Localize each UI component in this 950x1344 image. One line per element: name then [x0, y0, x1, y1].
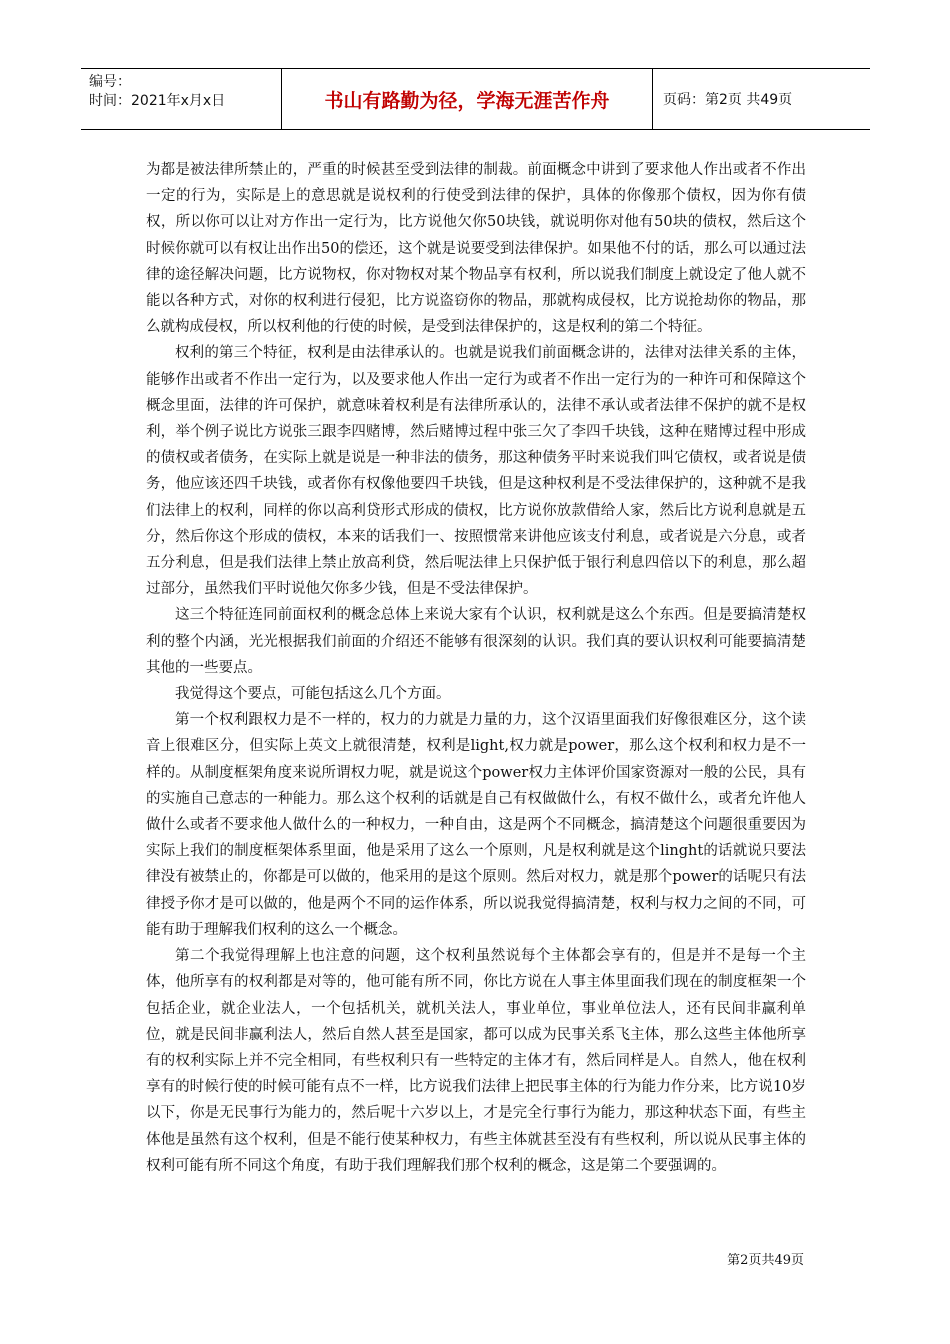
header-meta	[81, 69, 281, 129]
document-body	[146, 157, 806, 1179]
paragraph-2: 权利的第三个特征，权利是由法律承认的。也就是说我们前面概念讲的，法律对法律关系的主体，能够作出或者不作出一定行为，以及要求他人作出一定行为或者不作出一定行为的一种许可和保障这个概念里面，法律的许可保护，就意味着权利是有法律所承认的，法律不承认或者法律不保护的就不是权利，举个例子说比方说张三跟李四赌博，然后赌博过程中张三欠了李四千块钱，这种在赌博过程中形成的债权或者债务，在实际上就是说是一种非法的债务，那这种债务平时来说我们叫它债权，或者说是债务，他应该还四千块钱，或者你有权像他要四千块钱，但是这种权利是不受法律保护的，这种就不是我们法律上的权利，同样的你以高利贷形式形成的债权，比方说你放款借给人家，然后比方说利息就是五分，然后你这个形成的债权，本来的话我们一、按照惯常来讲他应该支付利息，或者说是六分息，或者五分利息，但是我们法律上禁止放高利贷，然后呢法律上只保护低于银行利息四倍以下的利息，那么超过部分，虽然我们平时说他欠你多少钱，但是不受法律保护。	[146, 345, 806, 598]
document-number-label: 编号：	[89, 74, 131, 90]
page-footer-number: 第2页共49页	[727, 1253, 804, 1268]
header-page-number: 页码：第2页 共49页	[663, 92, 793, 108]
paragraph-4: 我觉得这个要点，可能包括这么几个方面。	[175, 686, 451, 703]
document-time-label: 时间：2021年x月x日	[89, 93, 226, 109]
paragraph-1: 为都是被法律所禁止的，严重的时候甚至受到法律的制裁。前面概念中讲到了要求他人作出或者不作出一定的行为，实际是上的意思就是说权利的行使受到法律的保护，具体的你像那个债权，因为你有债权，所以你可以让对方作出一定行为，比方说他欠你50块钱，就说明你对他有50块的债权，然后这个时候你就可以有权让出作出50的偿还，这个就是说要受到法律保护。如果他不付的话，那么可以通过法律的途径解决问题，比方说物权，你对物权对某个物品享有权利，所以说我们制度上就设定了他人就不能以各种方式，对你的权利进行侵犯，比方说盗窃你的物品，那就构成侵权，比方说抢劫你的物品，那么就构成侵权，所以权利他的行使的时候，是受到法律保护的，这是权利的第二个特征。	[146, 162, 806, 336]
header-motto: 书山有路勤为径，学海无涯苦作舟	[281, 69, 653, 129]
paragraph-5: 第一个权利跟权力是不一样的，权力的力就是力量的力，这个汉语里面我们好像很难区分，这个读音上很难区分，但实际上英文上就很清楚，权利是light,权力就是power，那么这个权利和权力是不一样的。从制度框架角度来说所谓权力呢，就是说这个power权力主体评价国家资源对一般的公民，具有的实施自己意志的一种能力。那么这个权利的话就是自己有权做做什么，有权不做什么，或者允许他人做什么或者不要求他人做什么的一种权力，一种自由，这是两个不同概念，搞清楚这个问题很重要因为实际上我们的制度框架体系里面，他是采用了这么一个原则，凡是权利就是这个linght的话就说只要法律没有被禁止的，你都是可以做的，他采用的是这个原则。然后对权力，就是那个power的话呢只有法律授予你才是可以做的，他是两个不同的运作体系，所以说我觉得搞清楚，权利与权力之间的不同，可能有助于理解我们权利的这么一个概念。	[146, 712, 806, 938]
paragraph-3: 这三个特征连同前面权利的概念总体上来说大家有个认识，权利就是这么个东西。但是要搞清楚权利的整个内涵，光光根据我们前面的介绍还不能够有很深刻的认识。我们真的要认识权利可能要搞清楚其他的一些要点。	[146, 607, 806, 676]
paragraph-6: 第二个我觉得理解上也注意的问题，这个权利虽然说每个主体都会享有的，但是并不是每一个主体，他所享有的权利都是对等的，他可能有所不同，你比方说在人事主体里面我们现在的制度框架一个包括企业，就企业法人，一个包括机关，就机关法人，事业单位，事业单位法人，还有民间非赢利单位，就是民间非赢利法人，然后自然人甚至是国家，都可以成为民事关系飞主体，那么这些主体他所享有的权利实际上并不完全相同，有些权利只有一些特定的主体才有，然后同样是人。自然人，他在权利享有的时候行使的时候可能有点不一样，比方说我们法律上把民事主体的行为能力作分来，比方说10岁以下，你是无民事行为能力的，然后呢十六岁以上，才是完全行事行为能力，那这种状态下面，有些主体他是虽然有这个权利，但是不能行使某种权力，有些主体就甚至没有有些权利，所以说从民事主体的权利可能有所不同这个角度，有助于我们理解我们那个权利的概念，这是第二个要强调的。	[146, 948, 806, 1174]
page-header	[81, 68, 870, 130]
